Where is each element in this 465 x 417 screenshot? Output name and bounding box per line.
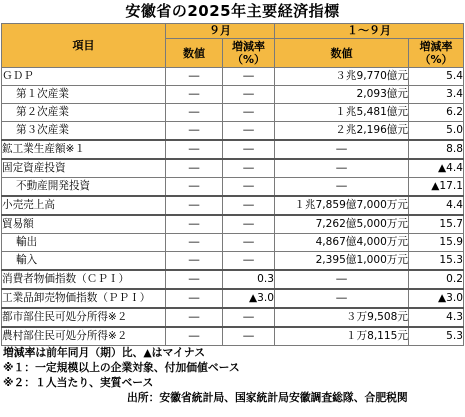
month-value-cell: ― — [166, 178, 223, 197]
month-change-cell: 0.3 — [223, 270, 275, 289]
header-ytd-group: １～９月 — [275, 24, 464, 39]
month-value-cell: ― — [166, 270, 223, 289]
row-item-label: 輸入 — [2, 252, 166, 271]
ytd-change-cell: 15.9 — [409, 234, 464, 252]
row-item-label: 工業品卸売物価指数（ＰＰＩ） — [2, 289, 166, 308]
month-value-cell: ― — [166, 215, 223, 234]
header-ytd-value: 数値 — [275, 39, 409, 68]
row-item-label: ＧＤＰ — [2, 68, 166, 86]
header-item: 項目 — [2, 24, 166, 68]
ytd-change-cell: ▲4.4 — [409, 159, 464, 178]
ytd-value-cell: ― — [275, 140, 409, 159]
month-value-cell: ― — [166, 252, 223, 271]
header-change-line2: （%） — [419, 53, 453, 66]
table-row — [2, 140, 464, 159]
footnote: ※２：１人当たり、実質ベース — [3, 376, 154, 389]
table-row — [2, 122, 464, 141]
ytd-change-cell: ▲17.1 — [409, 178, 464, 197]
month-change-cell: ▲3.0 — [223, 289, 275, 308]
row-item-label: 固定資産投資 — [2, 159, 166, 178]
month-value-cell: ― — [166, 196, 223, 215]
table-row — [2, 159, 464, 178]
month-value-cell: ― — [166, 104, 223, 122]
month-change-cell: ― — [223, 308, 275, 327]
month-value-cell: ― — [166, 308, 223, 327]
ytd-change-cell: 5.4 — [409, 68, 464, 86]
header-month-value: 数値 — [166, 39, 223, 68]
header-change-line2: （%） — [231, 53, 266, 66]
ytd-value-cell: 2,395億1,000万元 — [275, 252, 409, 271]
header-change-line1: 増減率 — [232, 40, 265, 53]
row-item-label: 小売売上高 — [2, 196, 166, 215]
month-value-cell: ― — [166, 68, 223, 86]
table-body — [2, 68, 464, 346]
table-row — [2, 178, 464, 197]
month-change-cell: ― — [223, 234, 275, 252]
month-change-cell: ― — [223, 86, 275, 104]
table-row — [2, 270, 464, 289]
month-change-cell: ― — [223, 327, 275, 346]
table-row — [2, 104, 464, 122]
ytd-value-cell: ３万9,508元 — [275, 308, 409, 327]
ytd-change-cell: 5.0 — [409, 122, 464, 141]
table-row — [2, 327, 464, 346]
ytd-change-cell: 6.2 — [409, 104, 464, 122]
table-row — [2, 68, 464, 86]
month-change-cell: ― — [223, 122, 275, 141]
row-item-label: 第１次産業 — [2, 86, 166, 104]
page-title: 安徽省の2025年主要経済指標 — [125, 2, 340, 20]
row-item-label: 農村部住民可処分所得※２ — [2, 327, 166, 346]
month-change-cell: ― — [223, 215, 275, 234]
month-value-cell: ― — [166, 327, 223, 346]
header-month-change — [223, 39, 275, 68]
row-item-label: 第３次産業 — [2, 122, 166, 141]
table-row — [2, 196, 464, 215]
month-value-cell: ― — [166, 140, 223, 159]
table-row — [2, 86, 464, 104]
ytd-value-cell: ― — [275, 159, 409, 178]
row-item-label: 鉱工業生産額※１ — [2, 140, 166, 159]
indicator-table — [1, 23, 464, 346]
ytd-value-cell: ― — [275, 178, 409, 197]
table-row — [2, 308, 464, 327]
month-change-cell: ― — [223, 178, 275, 197]
ytd-value-cell: ― — [275, 270, 409, 289]
month-value-cell: ― — [166, 289, 223, 308]
ytd-change-cell: 3.4 — [409, 86, 464, 104]
month-change-cell: ― — [223, 196, 275, 215]
ytd-change-cell: 4.3 — [409, 308, 464, 327]
ytd-value-cell: ２兆2,196億元 — [275, 122, 409, 141]
ytd-change-cell: 8.8 — [409, 140, 464, 159]
ytd-value-cell: ― — [275, 289, 409, 308]
month-value-cell: ― — [166, 159, 223, 178]
table-row — [2, 252, 464, 271]
ytd-change-cell: ▲3.0 — [409, 289, 464, 308]
month-change-cell: ― — [223, 252, 275, 271]
table-row — [2, 215, 464, 234]
ytd-value-cell: 2,093億元 — [275, 86, 409, 104]
table-row — [2, 234, 464, 252]
month-change-cell: ― — [223, 140, 275, 159]
header-change-line1: 増減率 — [419, 40, 453, 53]
ytd-change-cell: 5.3 — [409, 327, 464, 346]
ytd-value-cell: １万8,115元 — [275, 327, 409, 346]
ytd-value-cell: 4,867億4,000万元 — [275, 234, 409, 252]
ytd-change-cell: 4.4 — [409, 196, 464, 215]
month-value-cell: ― — [166, 234, 223, 252]
header-month-group: ９月 — [166, 24, 275, 39]
month-value-cell: ― — [166, 122, 223, 141]
row-item-label: 都市部住民可処分所得※２ — [2, 308, 166, 327]
row-item-label: 輸出 — [2, 234, 166, 252]
table-row — [2, 289, 464, 308]
month-change-cell: ― — [223, 159, 275, 178]
header-ytd-change — [409, 39, 464, 68]
source-note: 出所：安徽省統計局、国家統計局安徽調査総隊、合肥税関 — [127, 391, 408, 404]
row-item-label: 不動産開発投資 — [2, 178, 166, 197]
footnote: ※１：一定規模以上の企業対象、付加価値ベース — [3, 361, 240, 374]
row-item-label: 貿易額 — [2, 215, 166, 234]
ytd-value-cell: ３兆9,770億元 — [275, 68, 409, 86]
ytd-change-cell: 15.3 — [409, 252, 464, 271]
ytd-value-cell: 7,262億5,000万元 — [275, 215, 409, 234]
ytd-value-cell: １兆7,859億7,000万元 — [275, 196, 409, 215]
month-change-cell: ― — [223, 104, 275, 122]
ytd-change-cell: 0.2 — [409, 270, 464, 289]
month-value-cell: ― — [166, 86, 223, 104]
ytd-change-cell: 15.7 — [409, 215, 464, 234]
row-item-label: 第２次産業 — [2, 104, 166, 122]
footnote: 増減率は前年同月（期）比、▲はマイナス — [3, 346, 205, 359]
footnotes — [3, 345, 463, 405]
month-change-cell: ― — [223, 68, 275, 86]
ytd-value-cell: １兆5,481億元 — [275, 104, 409, 122]
row-item-label: 消費者物価指数（ＣＰＩ） — [2, 270, 166, 289]
